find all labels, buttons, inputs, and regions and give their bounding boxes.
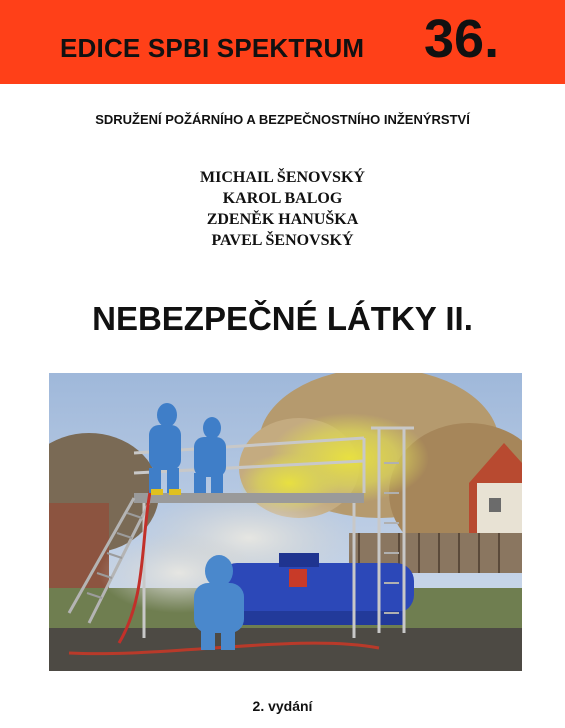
author-name: PAVEL ŠENOVSKÝ [211,232,354,249]
issue-number: 36. [424,9,500,69]
series-title: EDICE SPBI SPEKTRUM [60,33,365,63]
author-name: MICHAIL ŠENOVSKÝ [200,169,365,186]
association-name: SDRUŽENÍ POŽÁRNÍHO A BEZPEČNOSTNÍHO INŽENÝRSTVÍ [95,112,470,127]
edition-note: 2. vydání [252,698,313,714]
header-banner [0,0,565,84]
book-title: NEBEZPEČNÉ LÁTKY II. [92,300,473,337]
author-name: KAROL BALOG [222,190,343,207]
author-list [0,167,565,251]
cover-photo [49,373,522,671]
author-name: ZDENĚK HANUŠKA [206,211,359,228]
